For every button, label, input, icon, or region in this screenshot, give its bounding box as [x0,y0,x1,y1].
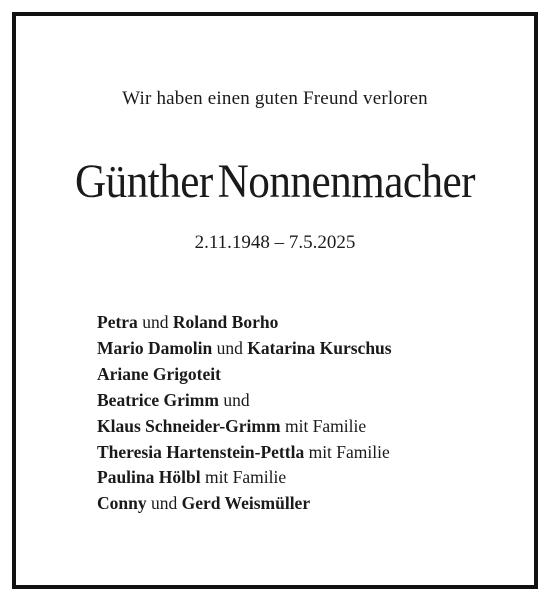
mourner-name: Klaus Schneider-Grimm [97,415,281,436]
mourner-name: Mario Damolin [97,337,213,358]
mourners-list [97,310,392,517]
mourner-line [97,310,392,336]
mourner-conjunction: und [223,389,250,410]
mourner-name: Roland Borho [172,312,279,332]
mourner-name: Petra [97,312,138,332]
mourner-name: Beatrice Grimm [97,389,219,410]
mourner-line [97,440,392,466]
mourner-line [97,336,392,362]
mourner-suffix: mit Familie [308,441,390,462]
mourner-line [97,414,392,440]
life-dates: 2.11.1948 – 7.5.2025 [194,232,356,253]
mourner-line [97,465,392,491]
mourner-name: Gerd Weismüller [181,493,311,514]
mourner-name: Paulina Hölbl [97,467,201,488]
mourner-conjunction: und [142,312,169,332]
mourner-name: Katarina Kurschus [247,337,392,358]
mourner-name: Theresia Hartenstein-Pettla [97,441,305,462]
mourner-line [97,491,392,517]
mourner-line [97,388,392,414]
deceased-name: Günther Nonnenmacher [74,155,476,208]
mourner-suffix: mit Familie [204,467,287,488]
mourner-name: Conny [97,493,147,514]
mourner-suffix: mit Familie [284,415,367,436]
mourner-name: Ariane Grigoteit [97,363,221,384]
mourner-line [97,362,392,388]
mourner-conjunction: und [150,493,178,514]
mourner-conjunction: und [216,337,243,358]
intro-line: Wir haben einen guten Freund verloren [122,88,428,109]
